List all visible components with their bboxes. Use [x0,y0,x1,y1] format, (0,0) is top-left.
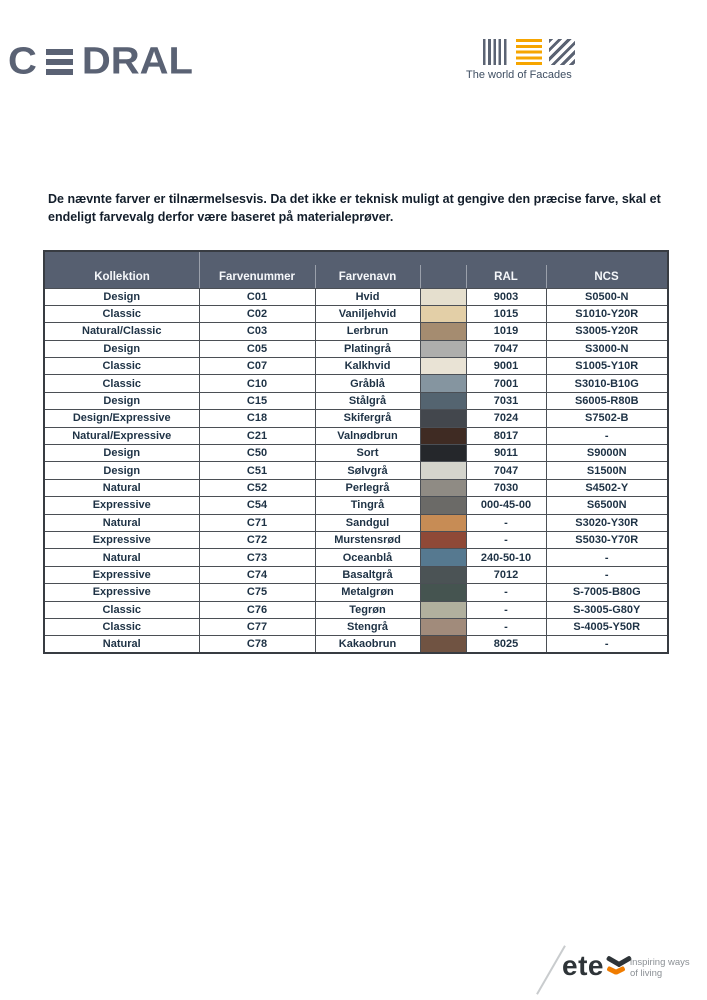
cell-kollektion: Natural/Expressive [44,427,199,444]
cell-farvenummer: C18 [199,410,315,427]
cell-ral: 9003 [466,288,546,305]
cell-farvenavn: Tingrå [315,497,420,514]
cell-ral: 1015 [466,305,546,322]
cell-farvenavn: Basaltgrå [315,566,420,583]
cell-kollektion: Design [44,462,199,479]
table-row [44,410,668,427]
cell-ncs: S6500N [546,497,668,514]
color-swatch [420,584,466,601]
cell-farvenavn: Stålgrå [315,392,420,409]
cell-ncs: S9000N [546,445,668,462]
etex-footer [520,936,706,1000]
cell-farvenavn: Lerbrun [315,323,420,340]
cell-farvenavn: Murstensrød [315,531,420,548]
cell-kollektion: Natural [44,479,199,496]
cell-ral: 7047 [466,462,546,479]
cell-kollektion: Natural [44,636,199,653]
cedral-logo [8,40,193,82]
cell-farvenummer: C10 [199,375,315,392]
cell-kollektion: Natural [44,514,199,531]
cell-farvenummer: C52 [199,479,315,496]
table-row [44,392,668,409]
color-swatch [420,618,466,635]
color-swatch [420,549,466,566]
table-row [44,531,668,548]
cell-ncs: S3000-N [546,340,668,357]
table-row [44,584,668,601]
cell-ral: - [466,584,546,601]
etex-tagline-line-1: inspiring ways [630,957,690,968]
cell-kollektion: Expressive [44,584,199,601]
cell-ral: 9001 [466,358,546,375]
cell-farvenummer: C50 [199,445,315,462]
cell-ncs: S-3005-G80Y [546,601,668,618]
color-swatch [420,445,466,462]
cell-ral: 7024 [466,410,546,427]
cell-kollektion: Classic [44,375,199,392]
cell-ncs: S0500-N [546,288,668,305]
cell-ral: 8017 [466,427,546,444]
cell-ral: 8025 [466,636,546,653]
cell-ral: 1019 [466,323,546,340]
world-of-facades-logo [466,39,578,81]
cell-ncs: - [546,427,668,444]
color-swatch [420,323,466,340]
color-table-container [43,250,667,654]
color-table-header [44,251,668,288]
color-swatch [420,410,466,427]
diagonal-stripes-icon [549,39,575,65]
table-row [44,445,668,462]
facades-tagline: The world of Facades [466,69,572,81]
table-row [44,340,668,357]
cell-ncs: S5030-Y70R [546,531,668,548]
color-swatch [420,462,466,479]
cell-farvenavn: Metalgrøn [315,584,420,601]
cell-farvenavn: Vaniljehvid [315,305,420,322]
cell-ncs: S6005-R80B [546,392,668,409]
cell-farvenummer: C78 [199,636,315,653]
cell-ncs: S3005-Y20R [546,323,668,340]
color-table-body [44,288,668,653]
cell-kollektion: Expressive [44,566,199,583]
cell-kollektion: Classic [44,618,199,635]
color-swatch [420,375,466,392]
cell-ncs: - [546,549,668,566]
cell-kollektion: Design [44,445,199,462]
intro-text [48,190,688,226]
cell-farvenavn: Platingrå [315,340,420,357]
cell-ral: - [466,618,546,635]
cell-ral: 240-50-10 [466,549,546,566]
table-row [44,618,668,635]
cell-ncs: S-4005-Y50R [546,618,668,635]
table-row [44,462,668,479]
color-swatch [420,427,466,444]
cell-kollektion: Expressive [44,497,199,514]
table-row [44,479,668,496]
table-row [44,305,668,322]
horizontal-stripes-icon [516,39,542,65]
cell-farvenavn: Kakaobrun [315,636,420,653]
cell-kollektion: Natural/Classic [44,323,199,340]
header-swatch [420,251,466,288]
cell-farvenummer: C01 [199,288,315,305]
cell-kollektion: Natural [44,549,199,566]
cell-farvenummer: C71 [199,514,315,531]
header-ncs: NCS [546,251,668,288]
cell-farvenavn: Hvid [315,288,420,305]
cell-farvenavn: Skifergrå [315,410,420,427]
cell-farvenavn: Oceanblå [315,549,420,566]
table-row [44,375,668,392]
header-farvenavn: Farvenavn [315,251,420,288]
cell-kollektion: Classic [44,601,199,618]
intro-line-1: De nævnte farver er tilnærmelsesvis. Da det ikke er teknisk muligt at gengive den præcise farve, skal et [48,192,661,206]
color-swatch [420,392,466,409]
table-row [44,514,668,531]
color-swatch [420,636,466,653]
cell-farvenummer: C03 [199,323,315,340]
cell-farvenummer: C51 [199,462,315,479]
etex-tagline-line-2: of living [630,968,663,979]
cell-farvenavn: Sandgul [315,514,420,531]
cedral-logo-e-bars-icon [46,49,73,75]
cell-farvenummer: C73 [199,549,315,566]
vertical-stripes-icon [483,39,509,65]
cell-ral: 7031 [466,392,546,409]
cell-ncs: S7502-B [546,410,668,427]
cedral-logo-letter-c: C [8,40,37,82]
header-ral: RAL [466,251,546,288]
cell-ral: 7047 [466,340,546,357]
color-swatch [420,514,466,531]
etex-x-icon [606,955,631,979]
table-row [44,601,668,618]
cell-ral: 9011 [466,445,546,462]
cell-farvenummer: C77 [199,618,315,635]
cell-ncs: S4502-Y [546,479,668,496]
cell-farvenavn: Perlegrå [315,479,420,496]
cell-kollektion: Design [44,340,199,357]
color-swatch [420,566,466,583]
cell-farvenummer: C72 [199,531,315,548]
cell-ncs: S1005-Y10R [546,358,668,375]
cell-ncs: S1010-Y20R [546,305,668,322]
cell-farvenummer: C02 [199,305,315,322]
cell-farvenummer: C05 [199,340,315,357]
cell-farvenavn: Stengrå [315,618,420,635]
cell-ral: - [466,601,546,618]
cell-kollektion: Classic [44,358,199,375]
color-swatch [420,479,466,496]
cell-ral: - [466,514,546,531]
intro-line-2: endeligt farvevalg derfor være baseret på materialeprøver. [48,210,394,224]
cell-farvenummer: C54 [199,497,315,514]
table-row [44,358,668,375]
color-swatch [420,601,466,618]
cell-farvenavn: Gråblå [315,375,420,392]
cell-farvenavn: Sort [315,445,420,462]
color-swatch [420,340,466,357]
cell-farvenavn: Tegrøn [315,601,420,618]
cedral-logo-letters-dral: DRAL [81,40,193,82]
cell-farvenavn: Sølvgrå [315,462,420,479]
cell-farvenummer: C15 [199,392,315,409]
cell-farvenummer: C75 [199,584,315,601]
cell-ral: - [466,531,546,548]
cell-kollektion: Design/Expressive [44,410,199,427]
color-swatch [420,531,466,548]
table-row [44,636,668,653]
cell-ral: 000-45-00 [466,497,546,514]
cell-kollektion: Expressive [44,531,199,548]
cell-ncs: S1500N [546,462,668,479]
table-row [44,323,668,340]
cell-farvenavn: Valnødbrun [315,427,420,444]
cell-ncs: - [546,636,668,653]
table-row [44,427,668,444]
cell-ncs: - [546,566,668,583]
etex-logo [562,950,631,982]
cell-farvenavn: Kalkhvid [315,358,420,375]
color-table [43,250,669,654]
etex-tagline [630,957,690,979]
table-row [44,288,668,305]
cell-kollektion: Design [44,288,199,305]
cell-ncs: S3020-Y30R [546,514,668,531]
cell-farvenummer: C76 [199,601,315,618]
header-kollektion: Kollektion [44,251,199,288]
header-farvenummer: Farvenummer [199,251,315,288]
cell-kollektion: Classic [44,305,199,322]
cell-ral: 7001 [466,375,546,392]
cell-ncs: S3010-B10G [546,375,668,392]
color-swatch [420,358,466,375]
facades-stripes-icons [483,39,578,65]
cell-ral: 7030 [466,479,546,496]
color-swatch [420,305,466,322]
cell-kollektion: Design [44,392,199,409]
table-row [44,497,668,514]
cell-farvenummer: C07 [199,358,315,375]
cell-farvenummer: C74 [199,566,315,583]
cell-ncs: S-7005-B80G [546,584,668,601]
color-swatch [420,288,466,305]
table-row [44,566,668,583]
etex-logo-text: ete [562,950,604,981]
color-swatch [420,497,466,514]
table-row [44,549,668,566]
cell-farvenummer: C21 [199,427,315,444]
cell-ral: 7012 [466,566,546,583]
